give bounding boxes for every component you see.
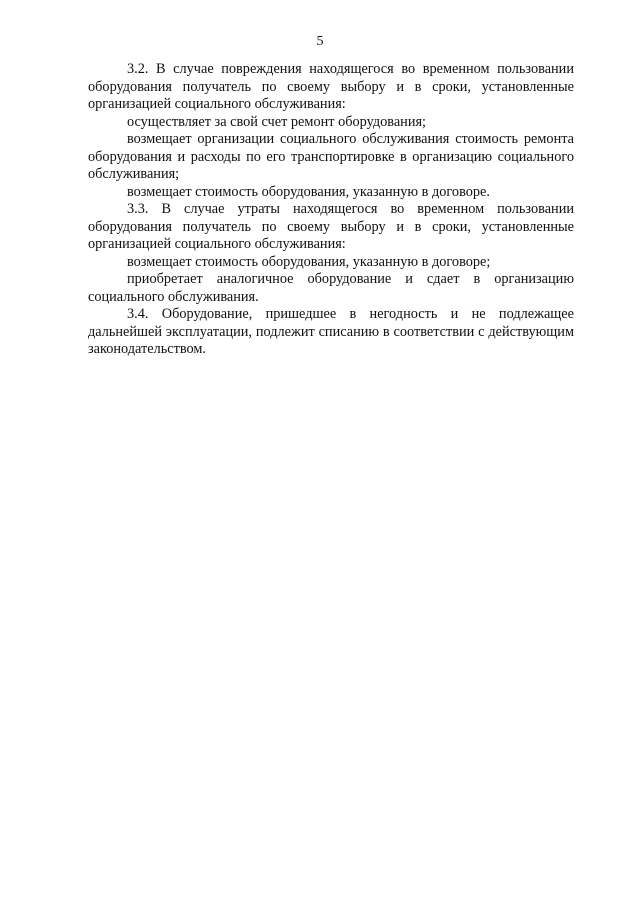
list-item-reimburse-cost: возмещает стоимость оборудования, указанную в договоре. <box>127 183 490 200</box>
list-item-repair-own-cost: осуществляет за свой счет ремонт оборудования; <box>127 113 427 130</box>
paragraph-3-2: 3.2. В случае повреждения находящегося во временном пользовании оборудования получатель по своему выбору и в сроки, установленные организацией социального обслуживания: <box>88 61 574 112</box>
page-number: 5 <box>316 34 324 49</box>
document-body <box>88 61 574 359</box>
paragraph-3-3: 3.3. В случае утраты находящегося во временном пользовании оборудования получатель по своему выбору и в сроки, установленные организацией социального обслуживания: <box>88 201 574 252</box>
paragraph-3-4: 3.4. Оборудование, пришедшее в негодность и не подлежащее дальнейшей эксплуатации, подлежит списанию в соответствии с действующим законодательством. <box>88 306 574 357</box>
list-item-buy-replacement: приобретает аналогичное оборудование и сдает в организацию социального обслуживания. <box>88 271 574 305</box>
list-item-reimburse-repair: возмещает организации социального обслуживания стоимость ремонта оборудования и расходы по его транспортировке в организацию социального обслуживания; <box>88 131 574 182</box>
list-item-reimburse-cost-loss: возмещает стоимость оборудования, указанную в договоре; <box>127 253 491 270</box>
